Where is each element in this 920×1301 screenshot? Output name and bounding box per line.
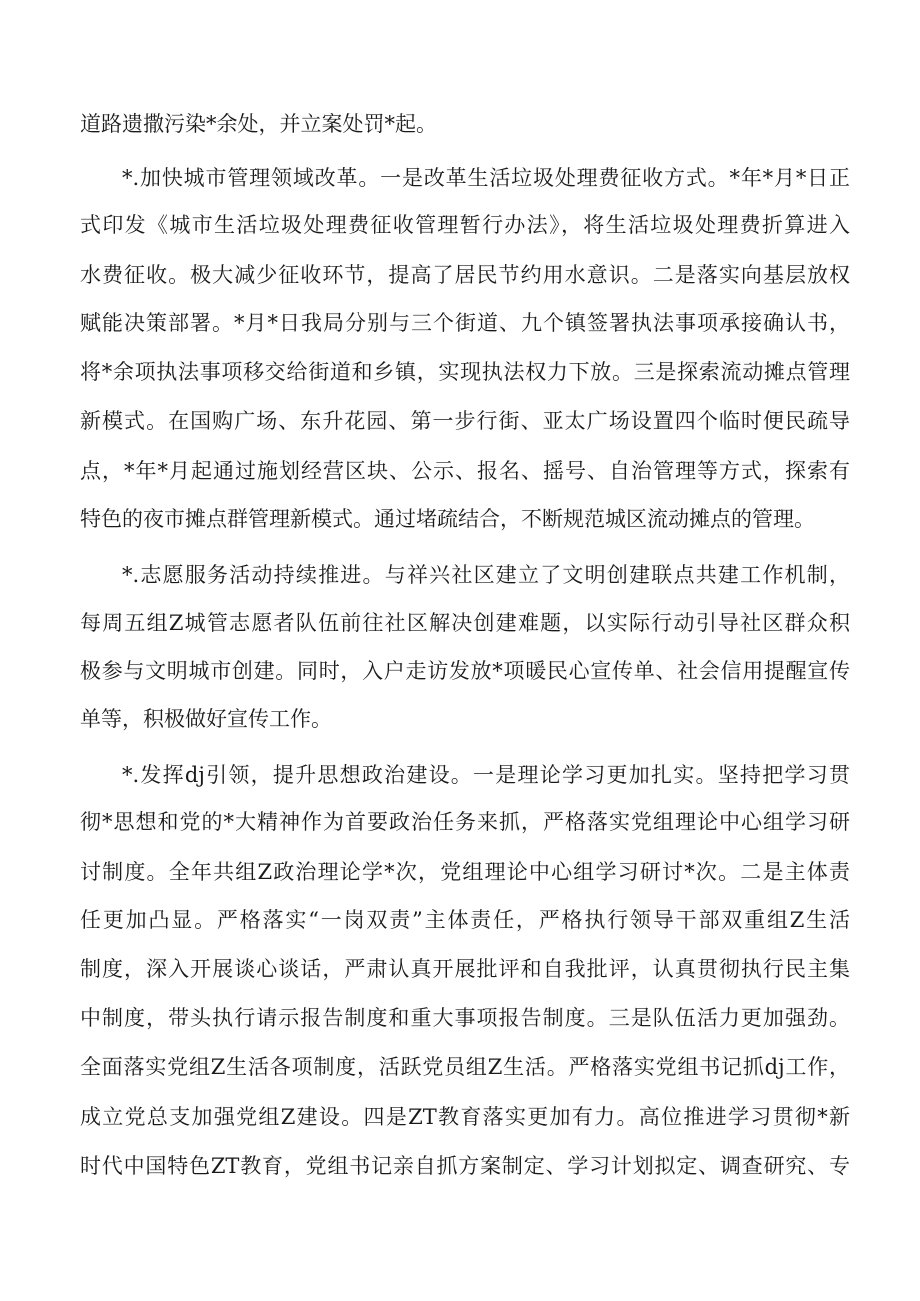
- text-line: *.加快城市管理领域改革。一是改革生活垃圾处理费征收方式。*年*月*日正: [122, 166, 850, 190]
- text-line: 每周五组Z城管志愿者队伍前往社区解决创建难题，以实际行动引导社区群众积: [80, 611, 850, 635]
- text-line: 道路遗撒污染*余处，并立案处罚*起。: [80, 112, 437, 136]
- text-line: 讨制度。全年共组Z政治理论学*次，党组理论中心组学习研讨*次。二是主体责: [80, 860, 850, 884]
- text-line: 成立党总支加强党组Z建设。四是ZT教育落实更加有力。高位推进学习贯彻*新: [80, 1105, 850, 1129]
- text-line: 赋能决策部署。*月*日我局分别与三个街道、九个镇签署执法事项承接确认书，: [80, 311, 850, 335]
- text-line: 式印发《城市生活垃圾处理费征收管理暂行办法》，将生活垃圾处理费折算进入: [80, 213, 850, 237]
- text-line: 单等，积极做好宣传工作。: [80, 707, 332, 731]
- text-line: 全面落实党组Z生活各项制度，活跃党员组Z生活。严格落实党组书记抓dj工作，: [80, 1055, 850, 1079]
- text-line: 彻*思想和党的*大精神作为首要政治任务来抓，严格落实党组理论中心组学习研: [80, 810, 850, 834]
- text-line: 点，*年*月起通过施划经营区块、公示、报名、摇号、自治管理等方式，探索有: [80, 459, 850, 483]
- text-line: *.志愿服务活动持续推进。与祥兴社区建立了文明创建联点共建工作机制，: [122, 563, 850, 587]
- text-line: 制度，深入开展谈心谈话，严肃认真开展批评和自我批评，认真贯彻执行民主集: [80, 957, 850, 981]
- text-line: 极参与文明城市创建。同时，入户走访发放*项暖民心宣传单、社会信用提醒宣传: [80, 659, 850, 683]
- text-line: 水费征收。极大减少征收环节，提高了居民节约用水意识。二是落实向基层放权: [80, 263, 850, 287]
- text-line: 任更加凸显。严格落实“一岗双责”主体责任，严格执行领导干部双重组Z生活: [80, 908, 850, 932]
- text-line: 中制度，带头执行请示报告制度和重大事项报告制度。三是队伍活力更加强劲。: [80, 1006, 850, 1030]
- text-line: 特色的夜市摊点群管理新模式。通过堵疏结合，不断规范城区流动摊点的管理。: [80, 507, 815, 531]
- text-line: 新模式。在国购广场、东升花园、第一步行街、亚太广场设置四个临时便民疏导: [80, 409, 850, 433]
- text-line: 时代中国特色ZT教育，党组书记亲自抓方案制定、学习计划拟定、调查研究、专: [80, 1154, 850, 1178]
- text-line: *.发挥dj引领，提升思想政治建设。一是理论学习更加扎实。坚持把学习贯: [122, 763, 850, 787]
- text-line: 将*余项执法事项移交给街道和乡镇，实现执法权力下放。三是探索流动摊点管理: [80, 360, 850, 384]
